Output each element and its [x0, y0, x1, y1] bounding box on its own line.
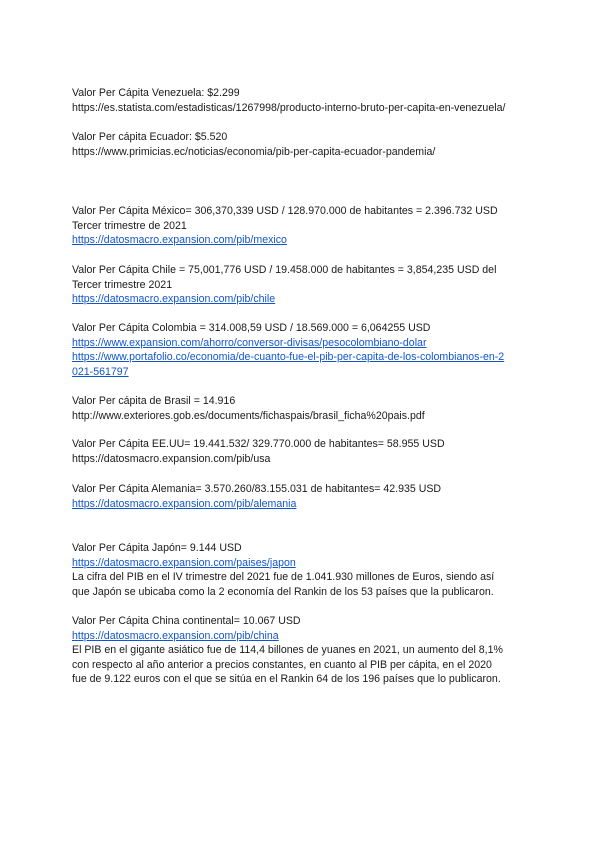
source-url: https://es.statista.com/estadisticas/1267998/producto-interno-bruto-per-capita-en-venezuela/ — [72, 101, 506, 114]
entry-alemania — [72, 482, 532, 511]
entry-china — [72, 614, 532, 687]
entry-title: Valor Per Cápita Chile = 75,001,776 USD / 19.458.000 de habitantes = 3,854,235 USD del — [72, 264, 497, 276]
source-link[interactable]: https://datosmacro.expansion.com/pib/alemania — [72, 497, 297, 510]
entry-note: El PIB en el gigante asiático fue de 114,4 billones de yuanes en 2021, un aumento del 8,1% — [72, 644, 503, 656]
entry-mexico — [72, 204, 532, 248]
source-link[interactable]: https://www.expansion.com/ahorro/conversor-divisas/pesocolombiano-dolar — [72, 336, 427, 349]
entry-title: Valor Per Cápita China continental= 10.067 USD — [72, 615, 301, 627]
entry-title: Valor Per cápita de Brasil = 14.916 — [72, 395, 236, 407]
entry-title: Valor Per Cápita México= 306,370,339 USD / 128.970.000 de habitantes = 2.396.732 USD — [72, 205, 498, 217]
source-link[interactable]: https://datosmacro.expansion.com/pib/chile — [72, 293, 276, 305]
entry-title: Valor Per Cápita Colombia = 314.008,59 USD / 18.569.000 = 6,064255 USD — [72, 322, 431, 334]
entry-ecuador — [72, 130, 532, 159]
source-url: http://www.exteriores.gob.es/documents/fichaspais/brasil_ficha%20pais.pdf — [72, 409, 425, 422]
entry-brasil — [72, 394, 532, 423]
source-link[interactable]: https://datosmacro.expansion.com/paises/japon — [72, 556, 296, 569]
entry-note: con respecto al año anterior a precios constantes, en cuanto al PIB per cápita, en el 2020 — [72, 658, 492, 671]
entry-usa — [72, 437, 532, 466]
entry-title: Valor Per Cápita Alemania= 3.570.260/83.155.031 de habitantes= 42.935 USD — [72, 483, 442, 495]
source-link[interactable]: https://datosmacro.expansion.com/pib/mexico — [72, 234, 287, 246]
source-url: https://datosmacro.expansion.com/pib/usa — [72, 452, 271, 465]
entry-title-continued: Tercer trimestre 2021 — [72, 278, 173, 291]
entry-title: Valor Per Cápita EE.UU= 19.441.532/ 329.770.000 de habitantes= 58.955 USD — [72, 438, 445, 450]
entry-title: Valor Per Cápita Venezuela: $2.299 — [72, 87, 240, 99]
source-link[interactable]: https://datosmacro.expansion.com/pib/china — [72, 629, 279, 642]
entry-note: que Japón se ubicaba como la 2 economía del Rankin de los 53 países que la publicaron. — [72, 585, 494, 598]
entry-japon — [72, 541, 532, 599]
entry-venezuela — [72, 86, 532, 115]
source-link[interactable]: https://www.portafolio.co/economia/de-cuanto-fue-el-pib-per-capita-de-los-colombianos-en-2 — [72, 351, 505, 363]
entry-note: fue de 9.122 euros con el que se sitúa en el Rankin 64 de los 196 países que lo publicaron. — [72, 673, 501, 685]
entry-title: Valor Per Cápita Japón= 9.144 USD — [72, 542, 242, 554]
entry-title-continued: Tercer trimestre de 2021 — [72, 219, 187, 232]
entry-chile — [72, 263, 532, 307]
entry-note: La cifra del PIB en el IV trimestre del 2021 fue de 1.041.930 millones de Euros, siendo así — [72, 571, 495, 583]
source-url: https://www.primicias.ec/noticias/economia/pib-per-capita-ecuador-pandemia/ — [72, 145, 436, 158]
entry-colombia — [72, 321, 532, 379]
source-link-continued[interactable]: 021-561797 — [72, 365, 129, 378]
entry-title: Valor Per cápita Ecuador: $5.520 — [72, 131, 228, 143]
